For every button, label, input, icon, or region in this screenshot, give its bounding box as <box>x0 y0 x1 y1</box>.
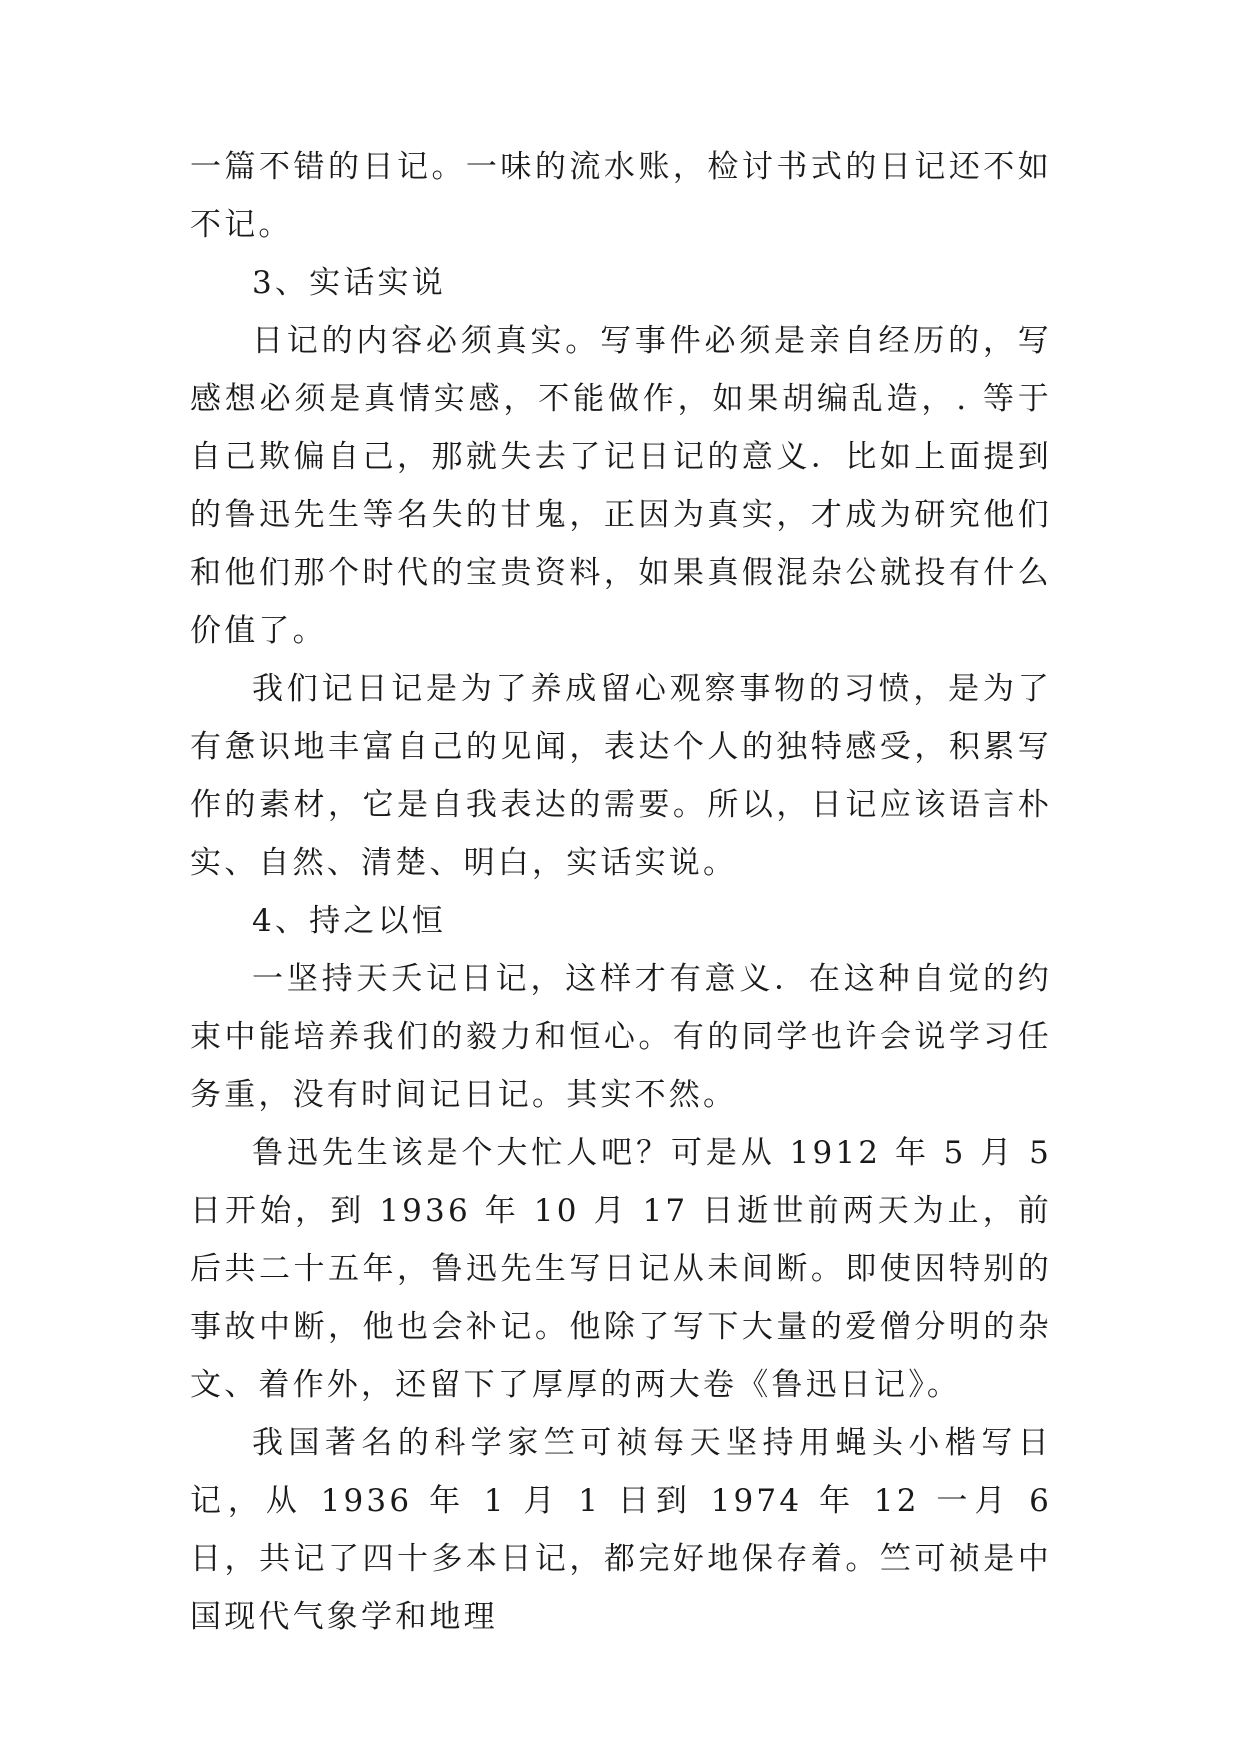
document-page <box>190 138 1052 1646</box>
paragraph-luxun: 鲁迅先生该是个大忙人吧？可是从 1912 年 5 月 5 日开始，到 1936 年 10 月 17 日逝世前两天为止，前后共二十五年，鲁迅先生写日记从未间断。即使因特别的事故中断，他也会补记。他除了写下大量的爱僧分明的杂文、着作外，还留下了厚厚的两大卷《鲁迅日记》。 <box>190 1135 1052 1403</box>
section-heading-4: 4、持之以恒 <box>252 903 446 939</box>
paragraph-truthfulness: 日记的内容必须真实。写事件必须是亲自经历的，写感想必须是真情实感，不能做作，如果胡编乱造，. 等于自己欺偏自己，那就失去了记日记的意义．比如上面提到的鲁迅先生等名失的甘鬼，正因为真实，才成为研究他们和他们那个时代的宝贵资料，如果真假混杂公就投有什么价值了。 <box>190 323 1052 649</box>
paragraph-zhukezhen: 我国著名的科学家竺可祯每天坚持用蝇头小楷写日记，从 1936 年 1 月 1 日到 1974 年 12 一月 6 日，共记了四十多本日记，都完好地保存着。竺可祯是中国现代气象学和地理 <box>190 1425 1053 1635</box>
paragraph-purpose: 我们记日记是为了养成留心观察事物的习愤，是为了有惫识地丰富自己的见闻，表达个人的独特感受，积累写作的素材，它是自我表达的需要。所以，日记应该语言朴实、自然、清楚、明白，实话实说。 <box>190 671 1052 881</box>
paragraph-continuation: 一篇不错的日记。一味的流水账，检讨书式的日记还不如不记。 <box>190 149 1052 243</box>
paragraph-persistence: 一坚持天夭记日记，这样才有意义．在这种自觉的约束中能培养我们的毅力和恒心。有的同学也许会说学习任务重，没有时间记日记。其实不然。 <box>190 961 1052 1113</box>
section-heading-3: 3、实话实说 <box>252 265 446 301</box>
